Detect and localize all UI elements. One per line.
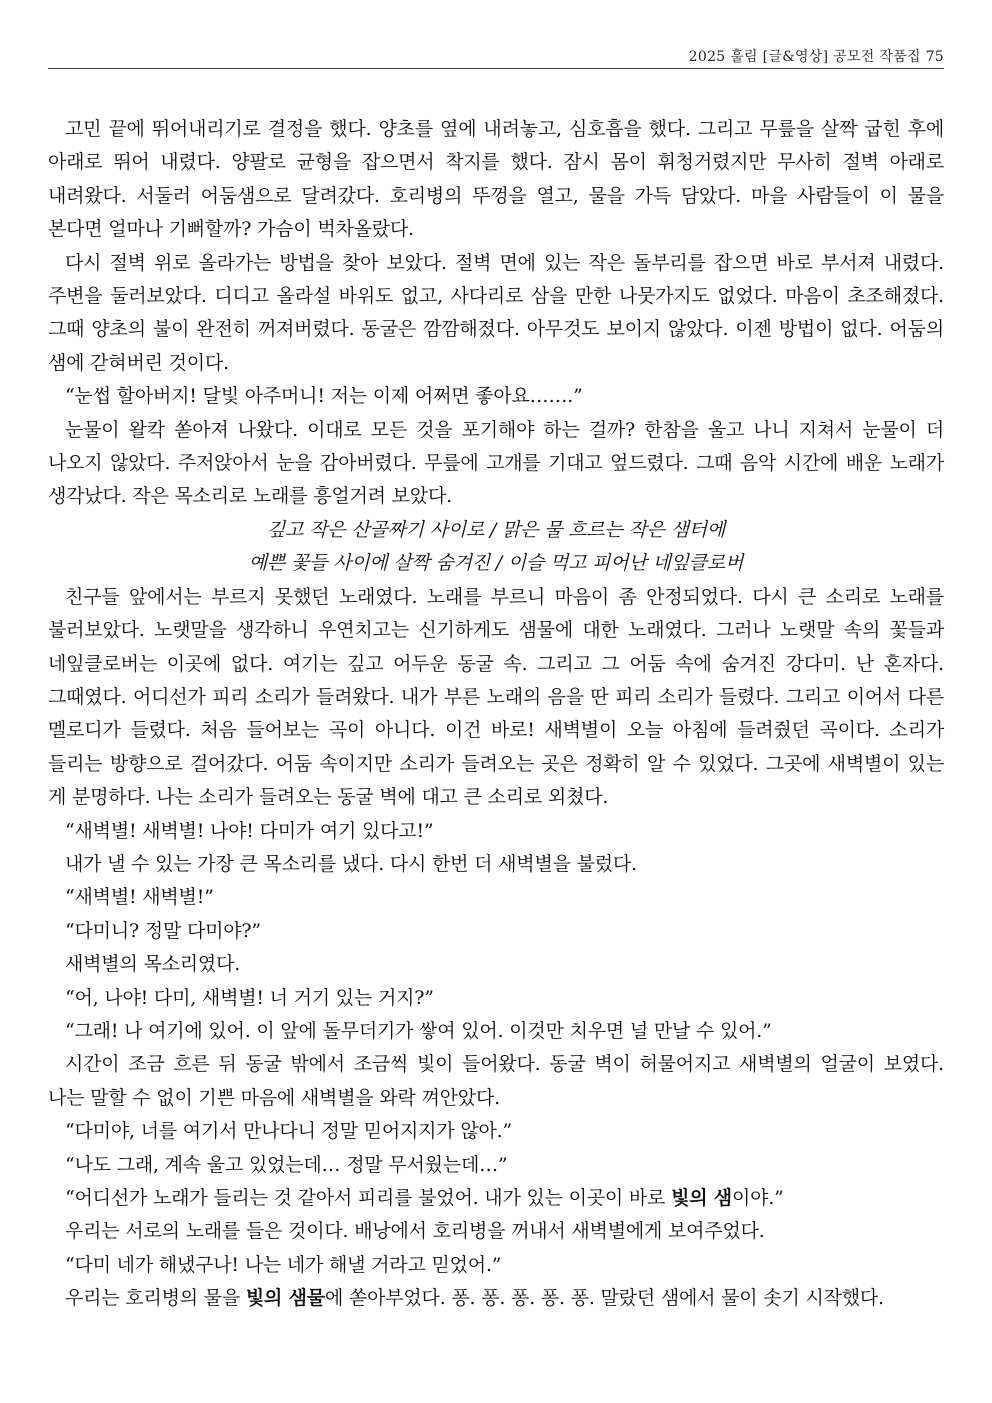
- paragraph: 친구들 앞에서는 부르지 못했던 노래였다. 노래를 부르니 마음이 좀 안정되었다. 다시 큰 소리로 노래를 불러보았다. 노랫말을 생각하니 우연치고는 신기하게도 샘물에 대한 노래였다. 그러나 노랫말 속의 꽃들과 네잎클로버는 이곳에 없다. 여기는 깊고 어두운 동굴 속. 그리고 그 어둠 속에 숨겨진 강다미. 난 혼자다. 그때였다. 어디선가 피리 소리가 들려왔다. 내가 부른 노래의 음을 딴 피리 소리가 들렸다. 그리고 이어서 다른 멜로디가 들렸다. 처음 들어보는 곡이 아니다. 이건 바로! 새벽별이 오늘 아침에 들려줬던 곡이다. 소리가 들리는 방향으로 걸어갔다. 어둠 속이지만 소리가 들려오는 곳은 정확히 알 수 있었다. 그곳에 새벽별이 있는 게 분명하다. 나는 소리가 들려오는 동굴 벽에 대고 큰 소리로 외쳤다.: [48, 585, 944, 809]
- text-run: “어디선가 노래가 들리는 것 같아서 피리를 불었어. 내가 있는 이곳이 바로: [65, 1187, 672, 1209]
- text-run: 이야.”: [731, 1187, 784, 1209]
- bold-term: 빛의 샘물: [245, 1287, 325, 1310]
- text-run: 에 쏟아부었다. 퐁. 퐁. 퐁. 퐁. 퐁. 말랐던 샘에서 물이 솟기 시작했다.: [324, 1287, 884, 1310]
- page-body: [48, 113, 944, 1316]
- paragraph: 눈물이 왈칵 쏟아져 나왔다. 이대로 모든 것을 포기해야 하는 걸까? 한참을 울고 나니 지쳐서 눈물이 더 나오지 않았다. 주저앉아서 눈을 감아버렸다. 무릎에 고개를 기대고 엎드렸다. 그때 음악 시간에 배운 노래가 생각났다. 작은 목소리로 노래를 흥얼거려 보았다.: [48, 418, 944, 508]
- paragraph: 내가 낼 수 있는 가장 큰 목소리를 냈다. 다시 한번 더 새벽별을 불렀다.: [65, 852, 637, 875]
- paragraph: 다시 절벽 위로 올라가는 방법을 찾아 보았다. 절벽 면에 있는 작은 돌부리를 잡으면 바로 부서져 내렸다. 주변을 둘러보았다. 디디고 올라설 바위도 없고, 사다리로 삼을 만한 나뭇가지도 없었다. 마음이 초조해졌다. 그때 양초의 불이 완전히 꺼져버렸다. 동굴은 깜깜해졌다. 아무것도 보이지 않았다. 이젠 방법이 없다. 어둠의 샘에 갇혀버린 것이다.: [48, 251, 944, 374]
- dialogue-line: “나도 그래, 계속 울고 있었는데… 정말 무서웠는데…”: [65, 1153, 508, 1176]
- dialogue-line: “새벽별! 새벽별! 나야! 다미가 여기 있다고!”: [65, 819, 434, 842]
- bold-term: 빛의 샘: [671, 1187, 732, 1209]
- text-run: 우리는 호리병의 물을: [65, 1287, 246, 1310]
- song-line: 예쁜 꽃들 사이에 살짝 숨겨진 / 이슬 먹고 피어난 네잎클로버: [248, 552, 744, 575]
- dialogue-line: “그래! 나 여기에 있어. 이 앞에 돌무더기가 쌓여 있어. 이것만 치우면 널 만날 수 있어.”: [65, 1019, 772, 1042]
- paragraph: 새벽별의 목소리였다.: [65, 953, 241, 976]
- dialogue-line: “다미야, 너를 여기서 만나다니 정말 믿어지지가 않아.”: [65, 1120, 512, 1143]
- page-header: [48, 44, 944, 69]
- dialogue-line: “다미 네가 해냈구나! 나는 네가 해낼 거라고 믿었어.”: [65, 1253, 502, 1276]
- song-line: 깊고 작은 산골짜기 사이로 / 맑은 물 흐르는 작은 샘터에: [266, 518, 726, 541]
- paragraph: 시간이 조금 흐른 뒤 동굴 밖에서 조금씩 빛이 들어왔다. 동굴 벽이 허물어지고 새벽별의 얼굴이 보였다. 나는 말할 수 없이 기쁜 마음에 새벽별을 와락 껴안았다.: [48, 1053, 944, 1109]
- paragraph: 고민 끝에 뛰어내리기로 결정을 했다. 양초를 옆에 내려놓고, 심호흡을 했다. 그리고 무릎을 살짝 굽힌 후에 아래로 뛰어 내렸다. 양팔로 균형을 잡으면서 착지를 했다. 잠시 몸이 휘청거렸지만 무사히 절벽 아래로 내려왔다. 서둘러 어둠샘으로 달려갔다. 호리병의 뚜껑을 열고, 물을 가득 담았다. 마을 사람들이 이 물을 본다면 얼마나 기뻐할까? 가슴이 벅차올랐다.: [48, 118, 944, 241]
- dialogue-line: “눈썹 할아버지! 달빛 아주머니! 저는 이제 어쩌면 좋아요…….”: [65, 385, 583, 408]
- dialogue-line: [48, 1182, 944, 1215]
- dialogue-line: “다미니? 정말 다미야?”: [65, 919, 261, 942]
- paragraph: 우리는 서로의 노래를 들은 것이다. 배낭에서 호리병을 꺼내서 새벽별에게 보여주었다.: [65, 1220, 765, 1243]
- header-title: 2025 훌림 [글&영상] 공모전 작품집 75: [688, 49, 944, 65]
- dialogue-line: “새벽별! 새벽별!”: [65, 886, 214, 909]
- dialogue-line: “어, 나야! 다미, 새벽별! 너 거기 있는 거지?”: [65, 986, 434, 1009]
- paragraph: [48, 1282, 944, 1315]
